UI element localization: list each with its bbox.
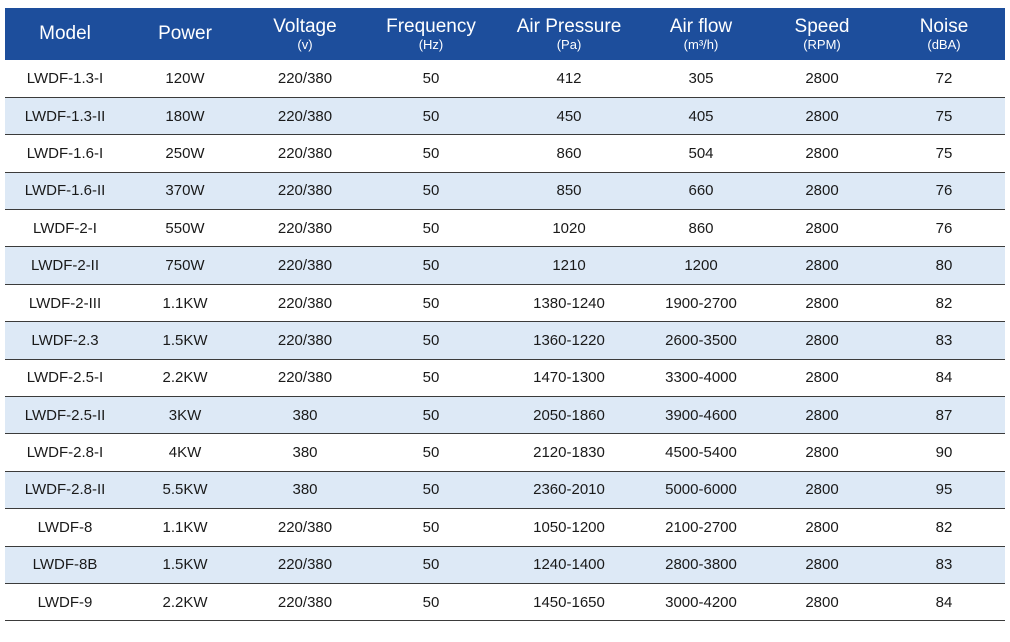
cell-voltage: 220/380 bbox=[245, 509, 365, 546]
cell-noise: 84 bbox=[883, 359, 1005, 396]
cell-power: 3KW bbox=[125, 397, 245, 434]
cell-model: LWDF-2-II bbox=[5, 247, 125, 284]
cell-power: 370W bbox=[125, 172, 245, 209]
cell-air-flow: 2600-3500 bbox=[641, 322, 761, 359]
cell-air-flow: 305 bbox=[641, 60, 761, 97]
cell-frequency: 50 bbox=[365, 471, 497, 508]
table-row bbox=[5, 97, 1005, 134]
cell-noise: 75 bbox=[883, 135, 1005, 172]
cell-noise: 80 bbox=[883, 247, 1005, 284]
cell-model: LWDF-1.6-II bbox=[5, 172, 125, 209]
column-header-unit: (Pa) bbox=[556, 36, 582, 52]
table-row bbox=[5, 135, 1005, 172]
cell-speed: 2800 bbox=[761, 397, 883, 434]
cell-power: 250W bbox=[125, 135, 245, 172]
cell-speed: 2800 bbox=[761, 546, 883, 583]
cell-voltage: 220/380 bbox=[245, 322, 365, 359]
column-header-label: Noise bbox=[919, 15, 969, 37]
cell-power: 5.5KW bbox=[125, 471, 245, 508]
cell-air-pressure: 1450-1650 bbox=[497, 583, 641, 620]
cell-voltage: 220/380 bbox=[245, 172, 365, 209]
cell-air-pressure: 1380-1240 bbox=[497, 284, 641, 321]
cell-model: LWDF-2.3 bbox=[5, 322, 125, 359]
cell-noise: 87 bbox=[883, 397, 1005, 434]
cell-voltage: 220/380 bbox=[245, 60, 365, 97]
cell-speed: 2800 bbox=[761, 97, 883, 134]
column-header-power bbox=[125, 8, 245, 60]
cell-air-pressure: 2120-1830 bbox=[497, 434, 641, 471]
cell-speed: 2800 bbox=[761, 434, 883, 471]
cell-power: 750W bbox=[125, 247, 245, 284]
cell-air-flow: 3000-4200 bbox=[641, 583, 761, 620]
table-row bbox=[5, 322, 1005, 359]
cell-air-pressure: 860 bbox=[497, 135, 641, 172]
cell-frequency: 50 bbox=[365, 397, 497, 434]
cell-voltage: 380 bbox=[245, 471, 365, 508]
cell-speed: 2800 bbox=[761, 284, 883, 321]
fan-spec-table bbox=[5, 8, 1005, 621]
cell-air-flow: 860 bbox=[641, 210, 761, 247]
cell-air-pressure: 1210 bbox=[497, 247, 641, 284]
cell-voltage: 220/380 bbox=[245, 284, 365, 321]
cell-frequency: 50 bbox=[365, 247, 497, 284]
cell-voltage: 220/380 bbox=[245, 247, 365, 284]
table-row bbox=[5, 583, 1005, 620]
cell-model: LWDF-2-III bbox=[5, 284, 125, 321]
cell-speed: 2800 bbox=[761, 471, 883, 508]
column-header-voltage bbox=[245, 8, 365, 60]
cell-noise: 82 bbox=[883, 284, 1005, 321]
cell-power: 180W bbox=[125, 97, 245, 134]
cell-air-flow: 1900-2700 bbox=[641, 284, 761, 321]
cell-power: 120W bbox=[125, 60, 245, 97]
cell-air-pressure: 850 bbox=[497, 172, 641, 209]
column-header-unit: (dBA) bbox=[927, 36, 961, 52]
cell-frequency: 50 bbox=[365, 210, 497, 247]
cell-model: LWDF-9 bbox=[5, 583, 125, 620]
cell-model: LWDF-8 bbox=[5, 509, 125, 546]
spec-table-container bbox=[5, 8, 1005, 621]
column-header-label: Power bbox=[158, 23, 212, 45]
cell-speed: 2800 bbox=[761, 583, 883, 620]
table-body bbox=[5, 60, 1005, 621]
cell-power: 1.1KW bbox=[125, 509, 245, 546]
cell-power: 1.5KW bbox=[125, 322, 245, 359]
cell-noise: 95 bbox=[883, 471, 1005, 508]
column-header-unit: (Hz) bbox=[418, 36, 444, 52]
cell-air-pressure: 1470-1300 bbox=[497, 359, 641, 396]
cell-power: 550W bbox=[125, 210, 245, 247]
column-header-label: Air flow bbox=[669, 15, 733, 37]
cell-air-flow: 405 bbox=[641, 97, 761, 134]
cell-air-pressure: 1360-1220 bbox=[497, 322, 641, 359]
cell-noise: 90 bbox=[883, 434, 1005, 471]
cell-model: LWDF-8B bbox=[5, 546, 125, 583]
column-header-label: Model bbox=[39, 23, 91, 45]
column-header-unit: (v) bbox=[297, 36, 313, 52]
column-header-label: Air Pressure bbox=[516, 15, 622, 37]
table-row bbox=[5, 284, 1005, 321]
cell-frequency: 50 bbox=[365, 322, 497, 359]
table-row bbox=[5, 172, 1005, 209]
cell-speed: 2800 bbox=[761, 509, 883, 546]
cell-frequency: 50 bbox=[365, 434, 497, 471]
cell-air-pressure: 450 bbox=[497, 97, 641, 134]
column-header-air-flow bbox=[641, 8, 761, 60]
table-row bbox=[5, 359, 1005, 396]
cell-voltage: 220/380 bbox=[245, 210, 365, 247]
cell-frequency: 50 bbox=[365, 583, 497, 620]
cell-noise: 76 bbox=[883, 210, 1005, 247]
cell-air-flow: 1200 bbox=[641, 247, 761, 284]
cell-frequency: 50 bbox=[365, 546, 497, 583]
cell-frequency: 50 bbox=[365, 509, 497, 546]
table-row bbox=[5, 397, 1005, 434]
cell-noise: 75 bbox=[883, 97, 1005, 134]
cell-voltage: 220/380 bbox=[245, 583, 365, 620]
table-row bbox=[5, 60, 1005, 97]
cell-speed: 2800 bbox=[761, 322, 883, 359]
cell-frequency: 50 bbox=[365, 135, 497, 172]
cell-power: 2.2KW bbox=[125, 359, 245, 396]
cell-noise: 83 bbox=[883, 546, 1005, 583]
table-row bbox=[5, 509, 1005, 546]
cell-air-pressure: 1020 bbox=[497, 210, 641, 247]
table-row bbox=[5, 546, 1005, 583]
cell-air-pressure: 412 bbox=[497, 60, 641, 97]
cell-frequency: 50 bbox=[365, 359, 497, 396]
cell-frequency: 50 bbox=[365, 97, 497, 134]
cell-air-pressure: 2360-2010 bbox=[497, 471, 641, 508]
column-header-frequency bbox=[365, 8, 497, 60]
table-row bbox=[5, 434, 1005, 471]
cell-air-flow: 504 bbox=[641, 135, 761, 172]
cell-frequency: 50 bbox=[365, 60, 497, 97]
cell-speed: 2800 bbox=[761, 247, 883, 284]
cell-air-flow: 2100-2700 bbox=[641, 509, 761, 546]
cell-noise: 76 bbox=[883, 172, 1005, 209]
cell-voltage: 220/380 bbox=[245, 546, 365, 583]
cell-model: LWDF-2.8-II bbox=[5, 471, 125, 508]
column-header-label: Speed bbox=[794, 15, 850, 37]
cell-air-pressure: 1050-1200 bbox=[497, 509, 641, 546]
cell-voltage: 380 bbox=[245, 397, 365, 434]
cell-air-pressure: 2050-1860 bbox=[497, 397, 641, 434]
cell-model: LWDF-2.5-I bbox=[5, 359, 125, 396]
cell-air-flow: 5000-6000 bbox=[641, 471, 761, 508]
cell-speed: 2800 bbox=[761, 60, 883, 97]
cell-speed: 2800 bbox=[761, 210, 883, 247]
cell-model: LWDF-1.3-I bbox=[5, 60, 125, 97]
table-row bbox=[5, 471, 1005, 508]
cell-model: LWDF-2.5-II bbox=[5, 397, 125, 434]
column-header-speed bbox=[761, 8, 883, 60]
cell-noise: 84 bbox=[883, 583, 1005, 620]
cell-voltage: 220/380 bbox=[245, 135, 365, 172]
table-header bbox=[5, 8, 1005, 60]
cell-air-flow: 660 bbox=[641, 172, 761, 209]
cell-noise: 82 bbox=[883, 509, 1005, 546]
cell-model: LWDF-1.6-I bbox=[5, 135, 125, 172]
column-header-label: Frequency bbox=[386, 15, 476, 37]
cell-model: LWDF-1.3-II bbox=[5, 97, 125, 134]
column-header-label: Voltage bbox=[273, 15, 337, 37]
cell-voltage: 220/380 bbox=[245, 97, 365, 134]
cell-frequency: 50 bbox=[365, 284, 497, 321]
cell-speed: 2800 bbox=[761, 359, 883, 396]
column-header-model bbox=[5, 8, 125, 60]
column-header-unit: (RPM) bbox=[803, 36, 841, 52]
cell-power: 4KW bbox=[125, 434, 245, 471]
cell-power: 1.5KW bbox=[125, 546, 245, 583]
cell-frequency: 50 bbox=[365, 172, 497, 209]
cell-model: LWDF-2.8-I bbox=[5, 434, 125, 471]
cell-air-flow: 2800-3800 bbox=[641, 546, 761, 583]
table-row bbox=[5, 247, 1005, 284]
cell-air-pressure: 1240-1400 bbox=[497, 546, 641, 583]
cell-noise: 83 bbox=[883, 322, 1005, 359]
table-row bbox=[5, 210, 1005, 247]
cell-voltage: 220/380 bbox=[245, 359, 365, 396]
header-row bbox=[5, 8, 1005, 60]
column-header-unit: (m³/h) bbox=[683, 36, 719, 52]
cell-air-flow: 4500-5400 bbox=[641, 434, 761, 471]
cell-power: 1.1KW bbox=[125, 284, 245, 321]
column-header-noise bbox=[883, 8, 1005, 60]
cell-power: 2.2KW bbox=[125, 583, 245, 620]
cell-air-flow: 3300-4000 bbox=[641, 359, 761, 396]
cell-speed: 2800 bbox=[761, 172, 883, 209]
cell-air-flow: 3900-4600 bbox=[641, 397, 761, 434]
cell-voltage: 380 bbox=[245, 434, 365, 471]
cell-model: LWDF-2-I bbox=[5, 210, 125, 247]
cell-speed: 2800 bbox=[761, 135, 883, 172]
cell-noise: 72 bbox=[883, 60, 1005, 97]
column-header-air-pressure bbox=[497, 8, 641, 60]
